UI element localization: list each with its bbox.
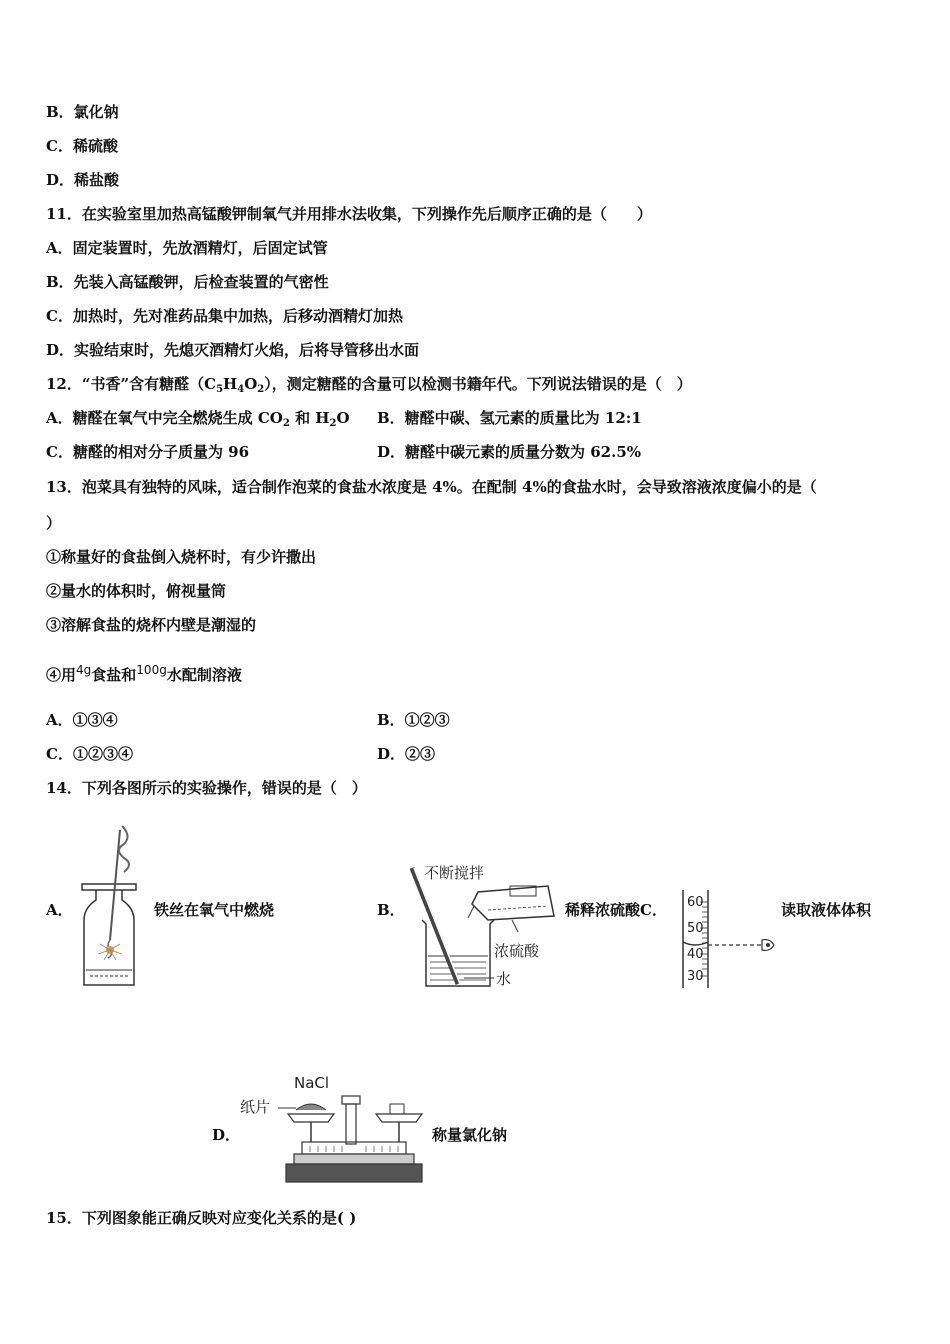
fig-c-tick-40: 40: [687, 947, 704, 962]
iron-burning-figure: [80, 820, 140, 990]
q13-option-b: B．①②③: [377, 711, 450, 729]
q12-option-c: C．糖醛的相对分子质量为 96: [46, 443, 250, 461]
q13-item-4: ④用$^{4g}$食盐和$^{100g}$水配制溶液: [46, 663, 242, 684]
q11-option-a: A．固定装置时，先放酒精灯，后固定试管: [46, 239, 328, 257]
q13-stem-line2: ）: [46, 514, 62, 532]
dilute-acid-figure: [408, 860, 560, 990]
fig-c-tick-50: 50: [687, 921, 704, 936]
q12-option-b: B．糖醛中碳、氢元素的质量比为 12:1: [377, 409, 642, 427]
q14-caption-a: 铁丝在氧气中燃烧: [154, 901, 275, 919]
fig-b-water-label: 水: [496, 970, 512, 988]
q14-label-a: A．: [46, 901, 73, 919]
q14-label-d: D．: [212, 1126, 241, 1144]
q13-item-3: ③溶解食盐的烧杯内壁是潮湿的: [46, 616, 257, 634]
fig-d-paper-label: 纸片: [240, 1098, 271, 1116]
q14-caption-d: 称量氯化钠: [432, 1126, 508, 1144]
fig-b-stir-label: 不断搅拌: [424, 864, 485, 882]
q14-caption-c: 读取液体体积: [781, 901, 872, 919]
balance-figure: [238, 1070, 424, 1186]
fig-c-tick-30: 30: [687, 969, 704, 984]
q11-option-b: B．先装入高锰酸钾，后检查装置的气密性: [46, 273, 329, 291]
fig-d-nacl-label: NaCl: [294, 1074, 330, 1092]
fig-c-tick-60: 60: [687, 895, 704, 910]
q10-option-b: B．氯化钠: [46, 103, 119, 121]
q14-caption-b: 稀释浓硫酸C．: [565, 901, 667, 919]
q13-item-1: ①称量好的食盐倒入烧杯时，有少许撒出: [46, 548, 317, 566]
q11-option-c: C．加热时，先对准药品集中加热，后移动酒精灯加热: [46, 307, 403, 325]
q11-option-d: D．实验结束时，先熄灭酒精灯火焰，后将导管移出水面: [46, 341, 420, 359]
q13-item-2: ②量水的体积时，俯视量筒: [46, 582, 227, 600]
q13-option-c: C．①②③④: [46, 745, 133, 763]
q13-stem-line1: 13．泡菜具有独特的风味，适合制作泡菜的食盐水浓度是 4%。在配制 4%的食盐水时，会导致溶液浓度偏小的是（: [46, 478, 817, 496]
q10-option-d: D．稀盐酸: [46, 171, 120, 189]
q13-option-d: D．②③: [377, 745, 436, 763]
q12-option-a: A．糖醛在氧气中完全燃烧生成 $CO_2$ 和 $H_2O$: [46, 409, 350, 429]
q15-stem: 15．下列图象能正确反映对应变化关系的是( ): [46, 1209, 357, 1227]
fig-b-acid-label: 浓硫酸: [494, 942, 540, 960]
q14-stem: 14．下列各图所示的实验操作，错误的是（ ）: [46, 779, 367, 797]
cylinder-reading-figure: [678, 888, 778, 992]
q12-stem: 12．“书香”含有糖醛$(C_5H_4O_2)$，测定糖醛的含量可以检测书籍年代。下列说法错误的是（ ）: [46, 375, 692, 395]
q12-option-d: D．糖醛中碳元素的质量分数为 62.5%: [377, 443, 642, 461]
q10-option-c: C．稀硫酸: [46, 137, 118, 155]
q14-label-b: B．: [377, 901, 405, 919]
q11-stem: 11．在实验室里加热高锰酸钾制氧气并用排水法收集，下列操作先后顺序正确的是（ ）: [46, 205, 652, 223]
q13-option-a: A．①③④: [46, 711, 118, 729]
